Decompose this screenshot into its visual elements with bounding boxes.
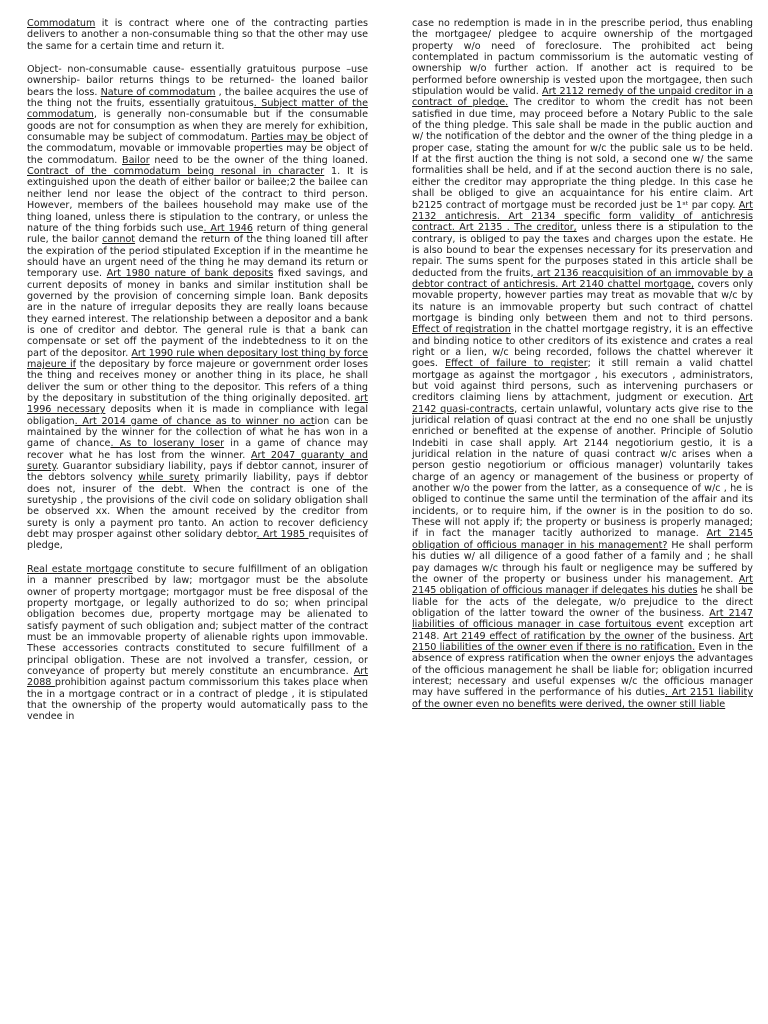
underlined-heading: Art 2149 effect of ratification by the owner: [443, 630, 654, 642]
body-text: case no redemption is made in in the prescribe period, thus enabling the mortgagee/ pledgee to acquire ownership of the mortgaged property w/o need of foreclosure. The prohibited act being contemplated in pactum commissorium is the automatic vesting of ownership w/o further action. If another act is required to be performed before ownership is vested upon the mortgagee, then such stipulation would be valid.: [412, 18, 753, 98]
body-text: ion can be maintained by the winner for the collection of what he has won in a game of chance: [27, 415, 369, 450]
underlined-heading: Art 1990 rule when depositary lost thing by force majeure if: [27, 347, 368, 370]
underlined-heading: . Subject matter of the commodatum: [27, 98, 368, 121]
body-text: in the chattel mortgage registry, it is an effective and binding notice to other creditors of its existence and crates a real right or a lien, w/c being recorded, follows the chattel wherever it goes.: [412, 324, 754, 370]
underlined-heading: . Art 1985: [256, 529, 309, 541]
underlined-heading: Art 2132 antichresis. Art 2134 specific form validity of antichresis contract. Art 2135 . The creditor,: [412, 199, 753, 234]
body-text: of the business.: [653, 630, 739, 642]
underlined-heading: Commodatum: [27, 18, 96, 29]
underlined-heading: Art 2047 guaranty and surety: [27, 449, 369, 473]
underlined-heading: . As to loserany loser: [110, 438, 225, 450]
underlined-heading: Nature of commodatum: [100, 86, 216, 98]
underlined-heading: while surety: [138, 472, 200, 484]
paragraph: [27, 18, 368, 52]
paragraph: [412, 18, 753, 710]
body-text: he shall be liable for the acts of the delegate, w/o prejudice to the direct obligation of the latter toward the owner of the business.: [412, 585, 753, 619]
body-text: , the bailee acquires the use of the thing not the fruits, essentially gratuitous: [27, 86, 369, 110]
underlined-heading: Effect of registration: [412, 324, 511, 336]
body-text: object of the commodatum, movable or immovable properties may be object of the commodatum.: [27, 132, 369, 166]
underlined-heading: cannot: [102, 234, 136, 246]
paragraph: [27, 564, 368, 723]
underlined-heading: Effect of failure to register: [445, 358, 588, 370]
right-column: [412, 18, 753, 1024]
left-column: [27, 18, 368, 1024]
underlined-heading: . Art 1946: [203, 222, 253, 234]
underlined-heading: Art 2142 quasi-contracts: [412, 392, 753, 415]
underlined-heading: Parties may be: [251, 132, 323, 144]
underlined-heading: Real estate mortgage: [27, 563, 133, 575]
body-text: the depositary by force majeure or government order loses the thing and receives money or another thing in its place, he shall deliver the sum or other thing to the depositor. This refers of a thing by the depositary in substitution of the thing originally deposited.: [27, 358, 368, 404]
body-text: 1. It is extinguished upon the death of either bailor or bailee;2 the bailee can neither lend nor lease the object of the contract to third person. However, members of the bailees household may make use of the thing loaned, unless there is stipulation to the contrary, or unless the nature of the thing forbids such use: [27, 166, 368, 234]
body-text: primarily liability, pays if debtor does not, insurer of the debt. When the contract is one of the suretyship , the provisions of the civil code on solidary obligation shall be observed xx. When the amount received by the creditor from surety is only a payment pro tanto. An action to recover deficiency debt may prosper against other solidary debtor: [27, 472, 368, 541]
underlined-heading: , art 2136 reacquisition of an immovable by a debtor contract of antichresis. Art 2140 chattel mortgage,: [412, 267, 754, 290]
body-text: unless there is a stipulation to the contrary, is obliged to pay the taxes and charges upon the estate. He is also bound to bear the expenses necessary for its preservation and repair. The sums spent for the purposes stated in this article shall be deducted from the fruits: [412, 222, 753, 279]
body-text: Object- non-consumable cause- essentially gratuitous purpose –use ownership- bailor returns things to be returned- the loaned bailor bears the loss.: [27, 64, 368, 98]
body-text: The creditor to whom the credit has not been satisfied in due time, may proceed before a Notary Public to the sale of the thing pledge. This sale shall be made in the public auction and w/ the notification of the debtor and the owner of the thing pledge in a proper case, stating the amount for w/c the public sale us to be held. If at the first auction the thing is not sold, a second one w/ the same formalities shall be held, and if at the second auction there is no sale, either the creditor may appropriate the thing pledge. In this case he shall be obliged to give an acquaintance for his entire claim. Art b2125 contract of mortgage must be recorded just be 1ˢᵗ par copy.: [412, 97, 753, 211]
body-text: deposits when it is made in compliance with legal obligation: [27, 404, 368, 427]
body-text: demand the return of the thing loaned till after the expiration of the period stipulated Exception if in the meantime he should have an urgent need of the thing he may demand its return or temporary use.: [27, 234, 368, 280]
underlined-heading: Art 2112 remedy of the unpaid creditor in a contract of pledge.: [412, 86, 753, 109]
body-text: , certain unlawful, voluntary acts give rise to the juridical relation of quasi contract at the end no one shall be unjustly enriched or benefited at the expense of another. Principle of Solutio Indebiti in case shall apply. Art 2144 negotiorium gestio, it is a juridical relation in the nature of quasi contract w/c arises when a person gestio negotiorium or officious manager) voluntarily takes charge of an agency or management of the business or property of another w/o the power from the latter, as a consequence of w/c , he is obliged to continue the same until the termination of the affair and its incidents, or to require him, if the owner is in the position to do so. These will not apply if; the property or business is properly managed; if in fact the manager tacitly authorized to manage.: [412, 403, 754, 540]
underlined-heading: Contract of the commodatum being resonal in character: [27, 166, 325, 178]
body-text: exception art 2148.: [412, 619, 753, 642]
body-text: ; it still remain a valid chattel mortgage as against the mortgagor , his executors , administrators, but void against third persons, such as intervening purchasers or creditors claiming liens by attachment, judgment or execution.: [412, 358, 753, 404]
body-text: Even in the absence of express ratification when the owner enjoys the advantages of the officious management he shall be liable for; obligation incurred interest; necessary and useful expenses w/c the officious manager may have suffered in the performance of his duties: [412, 641, 753, 699]
paragraph: [27, 64, 368, 552]
body-text: covers only movable property, however parties may treat as movable that w/c by its nature is an immovable property but such contract of chattel mortgage is binding only between them and not to third persons.: [412, 278, 753, 324]
underlined-heading: Bailor: [122, 154, 150, 166]
underlined-heading: Art 2145 obligation of officious manager in his management?: [412, 528, 753, 551]
body-text: fixed savings, and current deposits of money in banks and similar institution shall be governed by the provision of concerning simple loan. Bank deposits are in the nature of irregular deposits they are really loans because they earned interest. The relationship between a depositor and a bank is one of creditor and debtor. The general rule is that a bank can compensate or set off the payment of the indebtedness to it on the part of the depositor.: [27, 268, 368, 359]
body-text: He shall perform his duties w/ all diligence of a good father of a family and ; he shall pay damages w/c through his fault or negligence may be suffered by the owner of the property or business under his management.: [412, 539, 753, 585]
underlined-heading: Art 2150 liabilities of the owner even if there is no ratification.: [412, 630, 753, 653]
body-text: constitute to secure fulfillment of an obligation in a manner prescribed by law; mortgagor must be the absolute owner of property mortgage; mortgagor must be free disposal of the property mortgage, or legally authorized to do so; when principal obligation becomes due, property mortgage may be alienated to satisfy payment of such obligation and; subject matter of the contract must be an immovable property of alienable rights upon immovable. These accessories contracts constituted to secure fulfillment of a principal obligation. These are not involved a transfer, cession, or conveyance of property but merely constitute an encumbrance.: [27, 563, 368, 677]
body-text: return of thing general rule, the bailor: [27, 222, 368, 246]
body-text: requisites of pledge,: [27, 529, 368, 552]
body-text: need to be the owner of the thing loaned.: [149, 154, 368, 166]
underlined-heading: art 1996 necessary: [27, 393, 368, 416]
body-text: in a game of chance may recover what he has lost from the winner.: [27, 438, 368, 461]
underlined-heading: Art 2088: [27, 665, 368, 689]
underlined-heading: Art 2147 liabilities of officious manager in case fortuitous event: [412, 607, 753, 631]
body-text: prohibition against pactum commissorium this takes place when the in a mortgage contract or in a contract of pledge , it is stipulated that the ownership of the property would automatically pass to the vendee in: [27, 677, 369, 723]
body-text: . Guarantor subsidiary liability, pays if debtor cannot, insurer of the debtors solvency: [27, 461, 368, 484]
underlined-heading: Art 2145 obligation of officious manager if delegates his duties: [412, 573, 753, 597]
underlined-heading: . Art 2151 liability of the owner even no benefits were derived, the owner still liable: [412, 687, 754, 710]
body-text: , is generally non-consumable but if the consumable goods are not for consumption as when they are merely for exhibition, consumable may be subject of commodatum.: [27, 109, 368, 144]
underlined-heading: Art 1980 nature of bank deposits: [106, 268, 274, 280]
underlined-heading: . Art 2014 game of chance as to winner no act: [74, 415, 315, 427]
body-text: it is contract where one of the contracting parties delivers to another a non-consumable thing so that the other may use the same for a certain time and return it.: [27, 18, 368, 52]
